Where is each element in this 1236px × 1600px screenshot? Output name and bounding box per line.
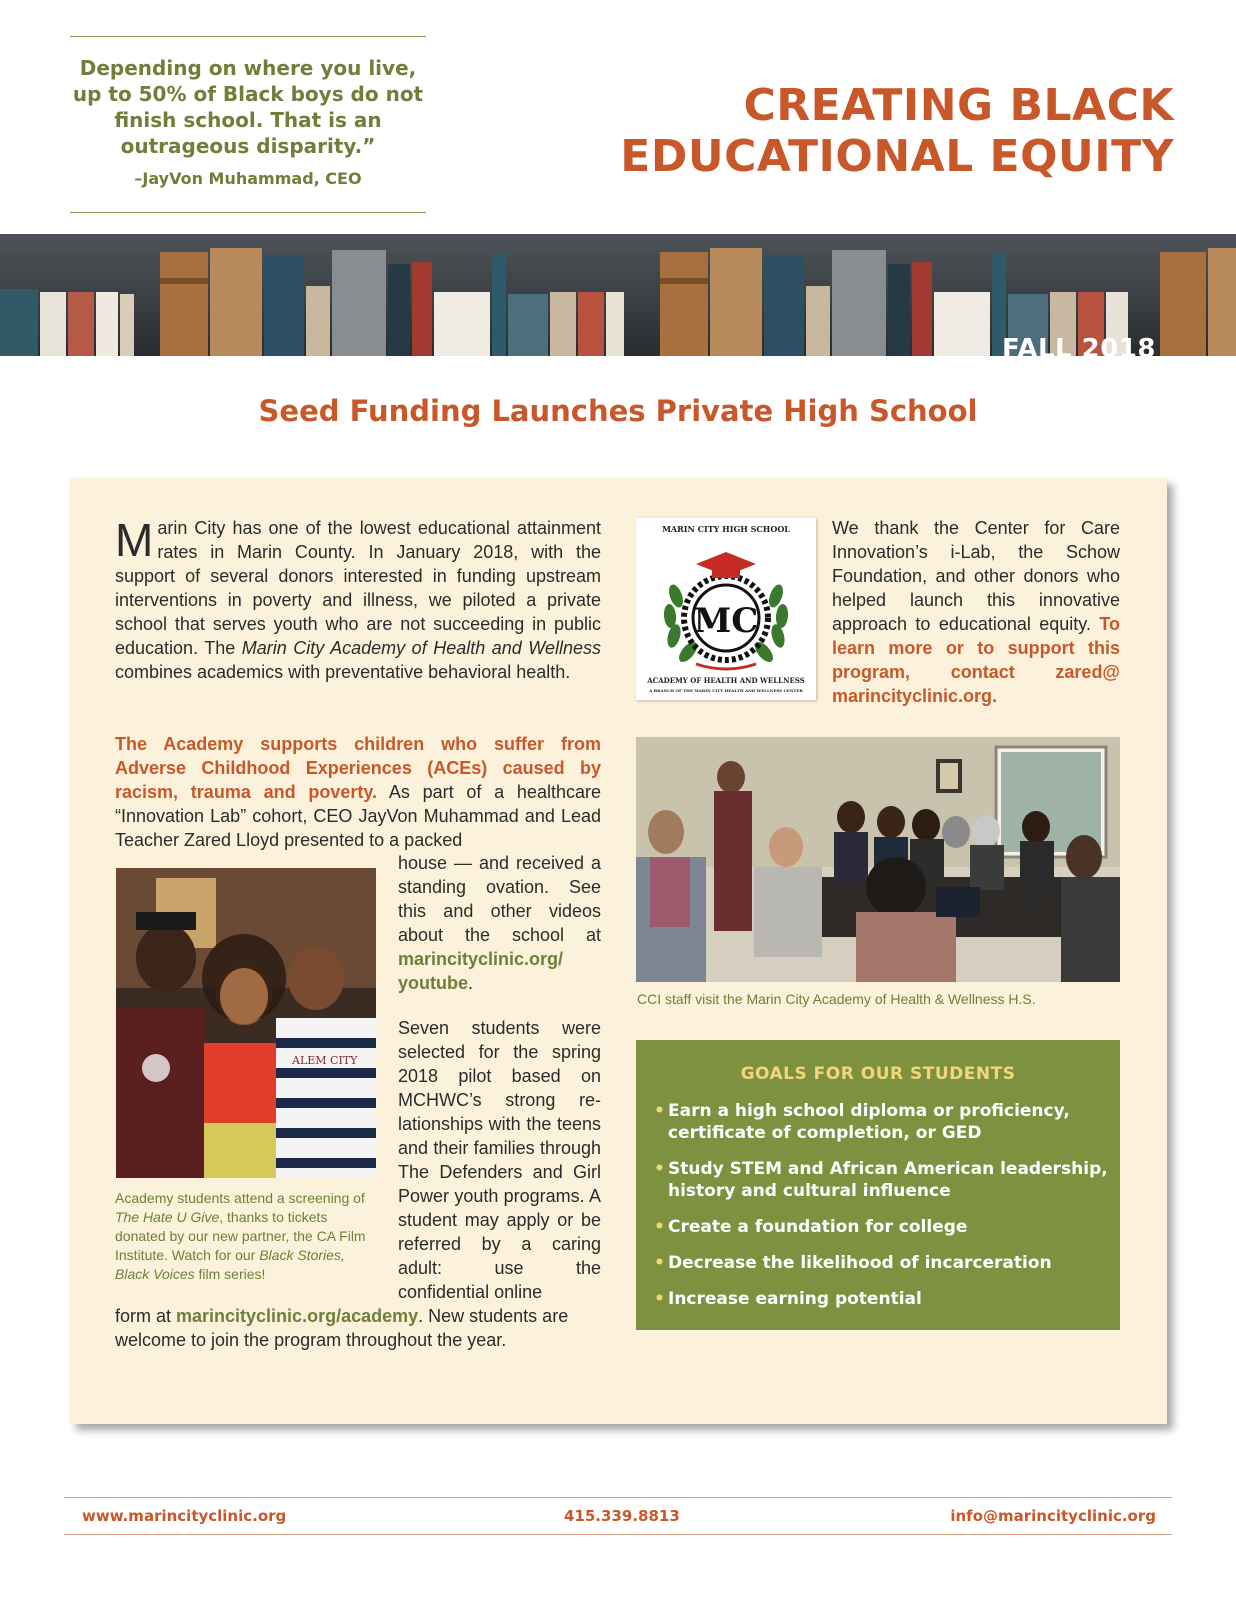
goal-item: [654, 1288, 1110, 1310]
goal-text: Study STEM and African American leadership, history and cultural influence: [668, 1159, 1108, 1201]
logo-monogram: MC: [693, 601, 759, 641]
school-logo: [636, 518, 816, 700]
intro-text-a: arin City has one of the lowest educational attainment rates in Marin County. In January 2018, with the support of several donors interested in funding upstream interventions in poverty and illness, we piloted a private school that serves youth who are not succeeding in public education. The: [115, 518, 601, 658]
goal-item: [654, 1216, 1110, 1238]
classroom-photo-caption: CCI staff visit the Marin City Academy of Health & Wellness H.S.: [637, 991, 1036, 1007]
goals-list: [654, 1100, 1110, 1324]
caption1-series-title: Black Stories, Black Voices: [115, 1247, 345, 1282]
intro-school-name: Marin City Academy of Health and Wellness: [241, 638, 601, 658]
quote-attribution: –JayVon Muhammad, CEO: [134, 169, 362, 188]
bullet-icon: •: [654, 1159, 665, 1179]
goals-title: GOALS FOR OUR STUDENTS: [740, 1064, 1016, 1084]
academy-link[interactable]: marincityclinic.org/academy: [176, 1306, 419, 1326]
quote-text: Depending on where you live, up to 50% of Black boys do not finish school. That is an outrageous disparity.”: [72, 56, 424, 158]
goal-item: [654, 1158, 1110, 1202]
goal-item: [654, 1252, 1110, 1274]
students-paragraph: Seven students were selected for the spring 2018 pilot based on MCHWC’s strong re-lationships with the teens and their families through The Defenders and Girl Power youth programs. A student may apply or be referred by a caring adult: use the confidential online: [398, 1018, 601, 1302]
goal-text: Increase earning potential: [668, 1289, 922, 1309]
logo-sub-line: A BRANCH OF THE MARIN CITY HEALTH AND WELLNESS CENTER: [649, 688, 803, 693]
youtube-link[interactable]: marincityclinic.org/ youtube: [398, 949, 564, 993]
logo-top-text: MARIN CITY HIGH SCHOOL: [662, 524, 790, 534]
aces-text: As part of a healthcare “Innovation Lab” cohort, CEO JayVon Muhammad and Lead Teacher Zared Lloyd presented to a packed: [115, 782, 601, 850]
enrollment-paragraph: [115, 1304, 601, 1352]
photo1-shirt-text: ALEM CITY: [292, 1054, 358, 1067]
goal-item: [654, 1100, 1110, 1144]
ovation-paragraph: [398, 851, 601, 995]
ovation-text: house — and received a standing ovation. See this and other videos about the school at: [398, 853, 601, 945]
goals-box: [636, 1040, 1120, 1330]
ovation-end: .: [468, 973, 474, 993]
goal-text: Earn a high school diploma or proficiency, certificate of completion, or GED: [668, 1101, 1070, 1143]
season-label: FALL 2018: [1002, 334, 1156, 364]
logo-bottom-text: [636, 676, 816, 694]
pull-quote: [70, 36, 426, 213]
page-title: [620, 80, 1174, 182]
intro-paragraph: [115, 516, 601, 684]
page-title-line-1: CREATING BLACK: [743, 80, 1174, 131]
caption1-text-b: , thanks to tickets donated by our new partner, the CA Film Institute. Watch for our: [115, 1209, 366, 1263]
caption1-text-c: film series!: [194, 1266, 266, 1282]
footer-email-link[interactable]: info@marincityclinic.org: [950, 1507, 1156, 1525]
footer-phone[interactable]: 415.339.8813: [564, 1507, 680, 1525]
books-group-left: [0, 248, 624, 356]
goal-text: Decrease the likelihood of incarceration: [668, 1253, 1052, 1273]
bullet-icon: •: [654, 1289, 665, 1309]
contact-highlight: To learn more or to support this program, contact zared@ marincityclinic.org.: [832, 614, 1120, 706]
thanks-paragraph: [832, 516, 1120, 708]
students-photo-caption: [115, 1189, 380, 1284]
article-title: Seed Funding Launches Private High School: [258, 394, 978, 428]
footer-divider-bottom: [64, 1534, 1172, 1535]
intro-text-b: combines academics with preventative behavioral health.: [115, 662, 571, 682]
aces-paragraph: [115, 732, 601, 852]
goal-text: Create a foundation for college: [668, 1217, 968, 1237]
aces-highlight: The Academy supports children who suffer from Adverse Childhood Experiences (ACEs) caused by racism, trauma and poverty.: [115, 734, 601, 802]
page-title-line-2: EDUCATIONAL EQUITY: [620, 131, 1174, 182]
thanks-text: We thank the Center for Care Innovation’s i-Lab, the Schow Foundation, and other donors who helped launch this innovative approach to educational equity.: [832, 518, 1120, 634]
caption1-text-a: Academy students attend a screening of: [115, 1190, 365, 1206]
footer-website-link[interactable]: www.marincityclinic.org: [82, 1507, 287, 1525]
enrollment-text-a: form at: [115, 1306, 177, 1326]
classroom-visit-photo: [636, 737, 1120, 982]
footer-divider-top: [64, 1497, 1172, 1498]
students-screening-photo: [116, 868, 376, 1178]
bullet-icon: •: [654, 1217, 665, 1237]
drop-cap: M: [115, 514, 154, 566]
logo-bottom-line: ACADEMY OF HEALTH AND WELLNESS: [647, 676, 805, 685]
bullet-icon: •: [654, 1101, 665, 1121]
enrollment-text-b: . New students are welcome to join the program throughout the year.: [115, 1306, 569, 1350]
caption1-film-title: The Hate U Give: [115, 1209, 220, 1225]
logo-emblem: [636, 536, 816, 676]
bullet-icon: •: [654, 1253, 665, 1273]
